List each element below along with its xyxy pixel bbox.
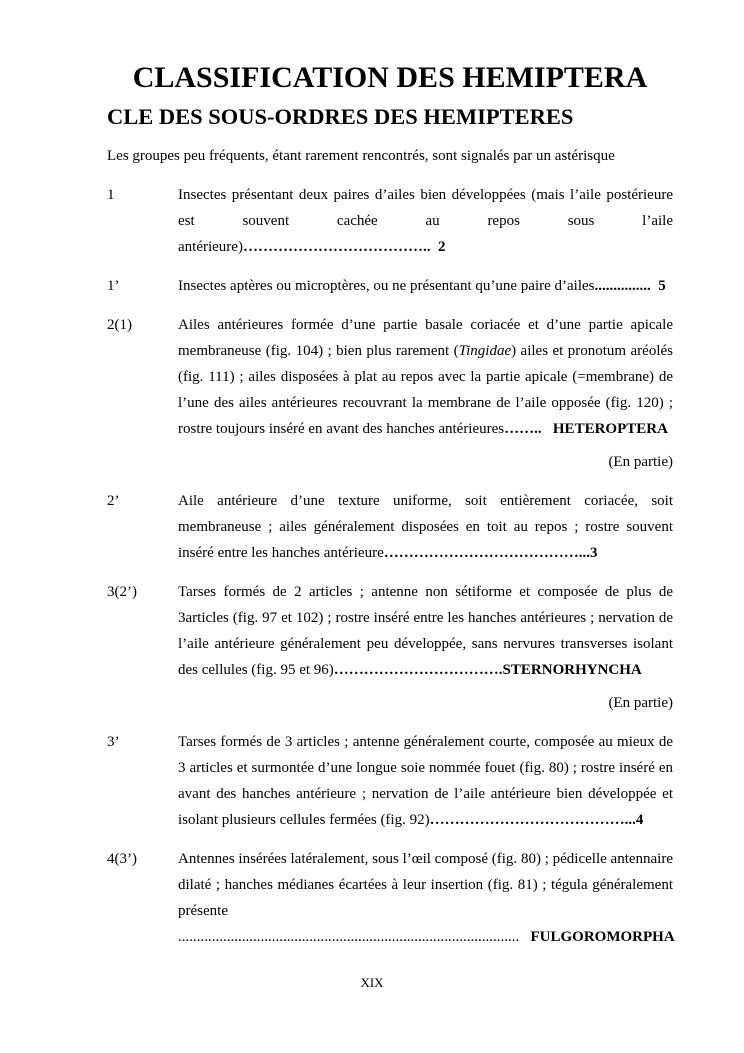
document-title: CLASSIFICATION DES HEMIPTERA <box>132 61 648 94</box>
key-item-label: 2(1) <box>107 317 132 333</box>
key-item-text: Tarses formés de 3 articles ; antenne généralement courte, composée au mieux de 3 articles et surmontée d’une longue soie nommée fouet (fig. 80) ; rostre inséré en avant des hanches antérieure ; nervation de l’aile antérieure bien développée et isolant plusieurs cellules fermées (fig. 92)…………………………………...4 <box>178 734 673 828</box>
key-item-text: Ailes antérieures formée d’une partie basale coriacée et d’une partie apicale membraneuse (fig. 104) ; bien plus rarement (Tingidae) ailes et pronotum aréolés (fig. 111) ; ailes disposées à plat au repos avec la partie apicale (=membrane) de l’une des ailes antérieures recouvrant la membrane de l’aile opposée (fig. 120) ; rostre toujours inséré en avant des hanches antérieures…….. HETEROPTERA <box>178 317 673 437</box>
key-item-text: Aile antérieure d’une texture uniforme, soit entièrement coriacée, soit membraneuse ; ailes généralement disposées en toit au repos ; rostre souvent inséré entre les hanches antérieure…………………………………...3 <box>178 493 673 561</box>
key-item-label: 1 <box>107 187 115 203</box>
intro-text: Les groupes peu fréquents, étant rarement rencontrés, sont signalés par un astérisque <box>107 148 615 164</box>
section-heading: CLE DES SOUS-ORDRES DES HEMIPTERES <box>107 104 574 129</box>
key-item-4-3prime <box>107 846 673 950</box>
key-item-label: 4(3’) <box>107 851 137 867</box>
key-item-note: (En partie) <box>608 454 673 470</box>
page-number: XIX <box>360 975 384 990</box>
key-item-3prime <box>107 729 673 833</box>
key-item-text: Insectes aptères ou microptères, ou ne présentant qu’une paire d’ailes............... 5 <box>178 278 666 294</box>
key-item-1 <box>107 182 673 260</box>
key-item-text: Insectes présentant deux paires d’ailes bien développées (mais l’aile postérieure est souvent cachée au repos sous l’aile antérieure)……………………………….. 2 <box>178 187 673 255</box>
key-item-label: 2’ <box>107 493 120 509</box>
key-item-label: 3’ <box>107 734 120 750</box>
key-item-1prime <box>107 273 673 299</box>
page-content <box>107 61 675 950</box>
key-item-note: (En partie) <box>608 695 673 711</box>
key-item-text: Tarses formés de 2 articles ; antenne non sétiforme et composée de plus de 3articles (fig. 97 et 102) ; rostre inséré entre les hanches antérieures ; nervation de l’aile antérieure généralement peu développée, sans nervures transverses isolant des cellules (fig. 95 et 96)…………………………….STERNORHYNCHA <box>178 584 673 678</box>
key-item-2prime <box>107 488 673 566</box>
key-item-label: 1’ <box>107 278 120 294</box>
key-item-2-1 <box>107 312 673 475</box>
key-item-text: Antennes insérées latéralement, sous l’œil composé (fig. 80) ; pédicelle antennaire dilaté ; hanches médianes écartées à leur insertion (fig. 81) ; tégula généralement présente ........................................................................................... FULGOROMORPHA <box>178 851 675 945</box>
key-item-3-2prime <box>107 579 673 716</box>
key-item-label: 3(2’) <box>107 584 137 600</box>
